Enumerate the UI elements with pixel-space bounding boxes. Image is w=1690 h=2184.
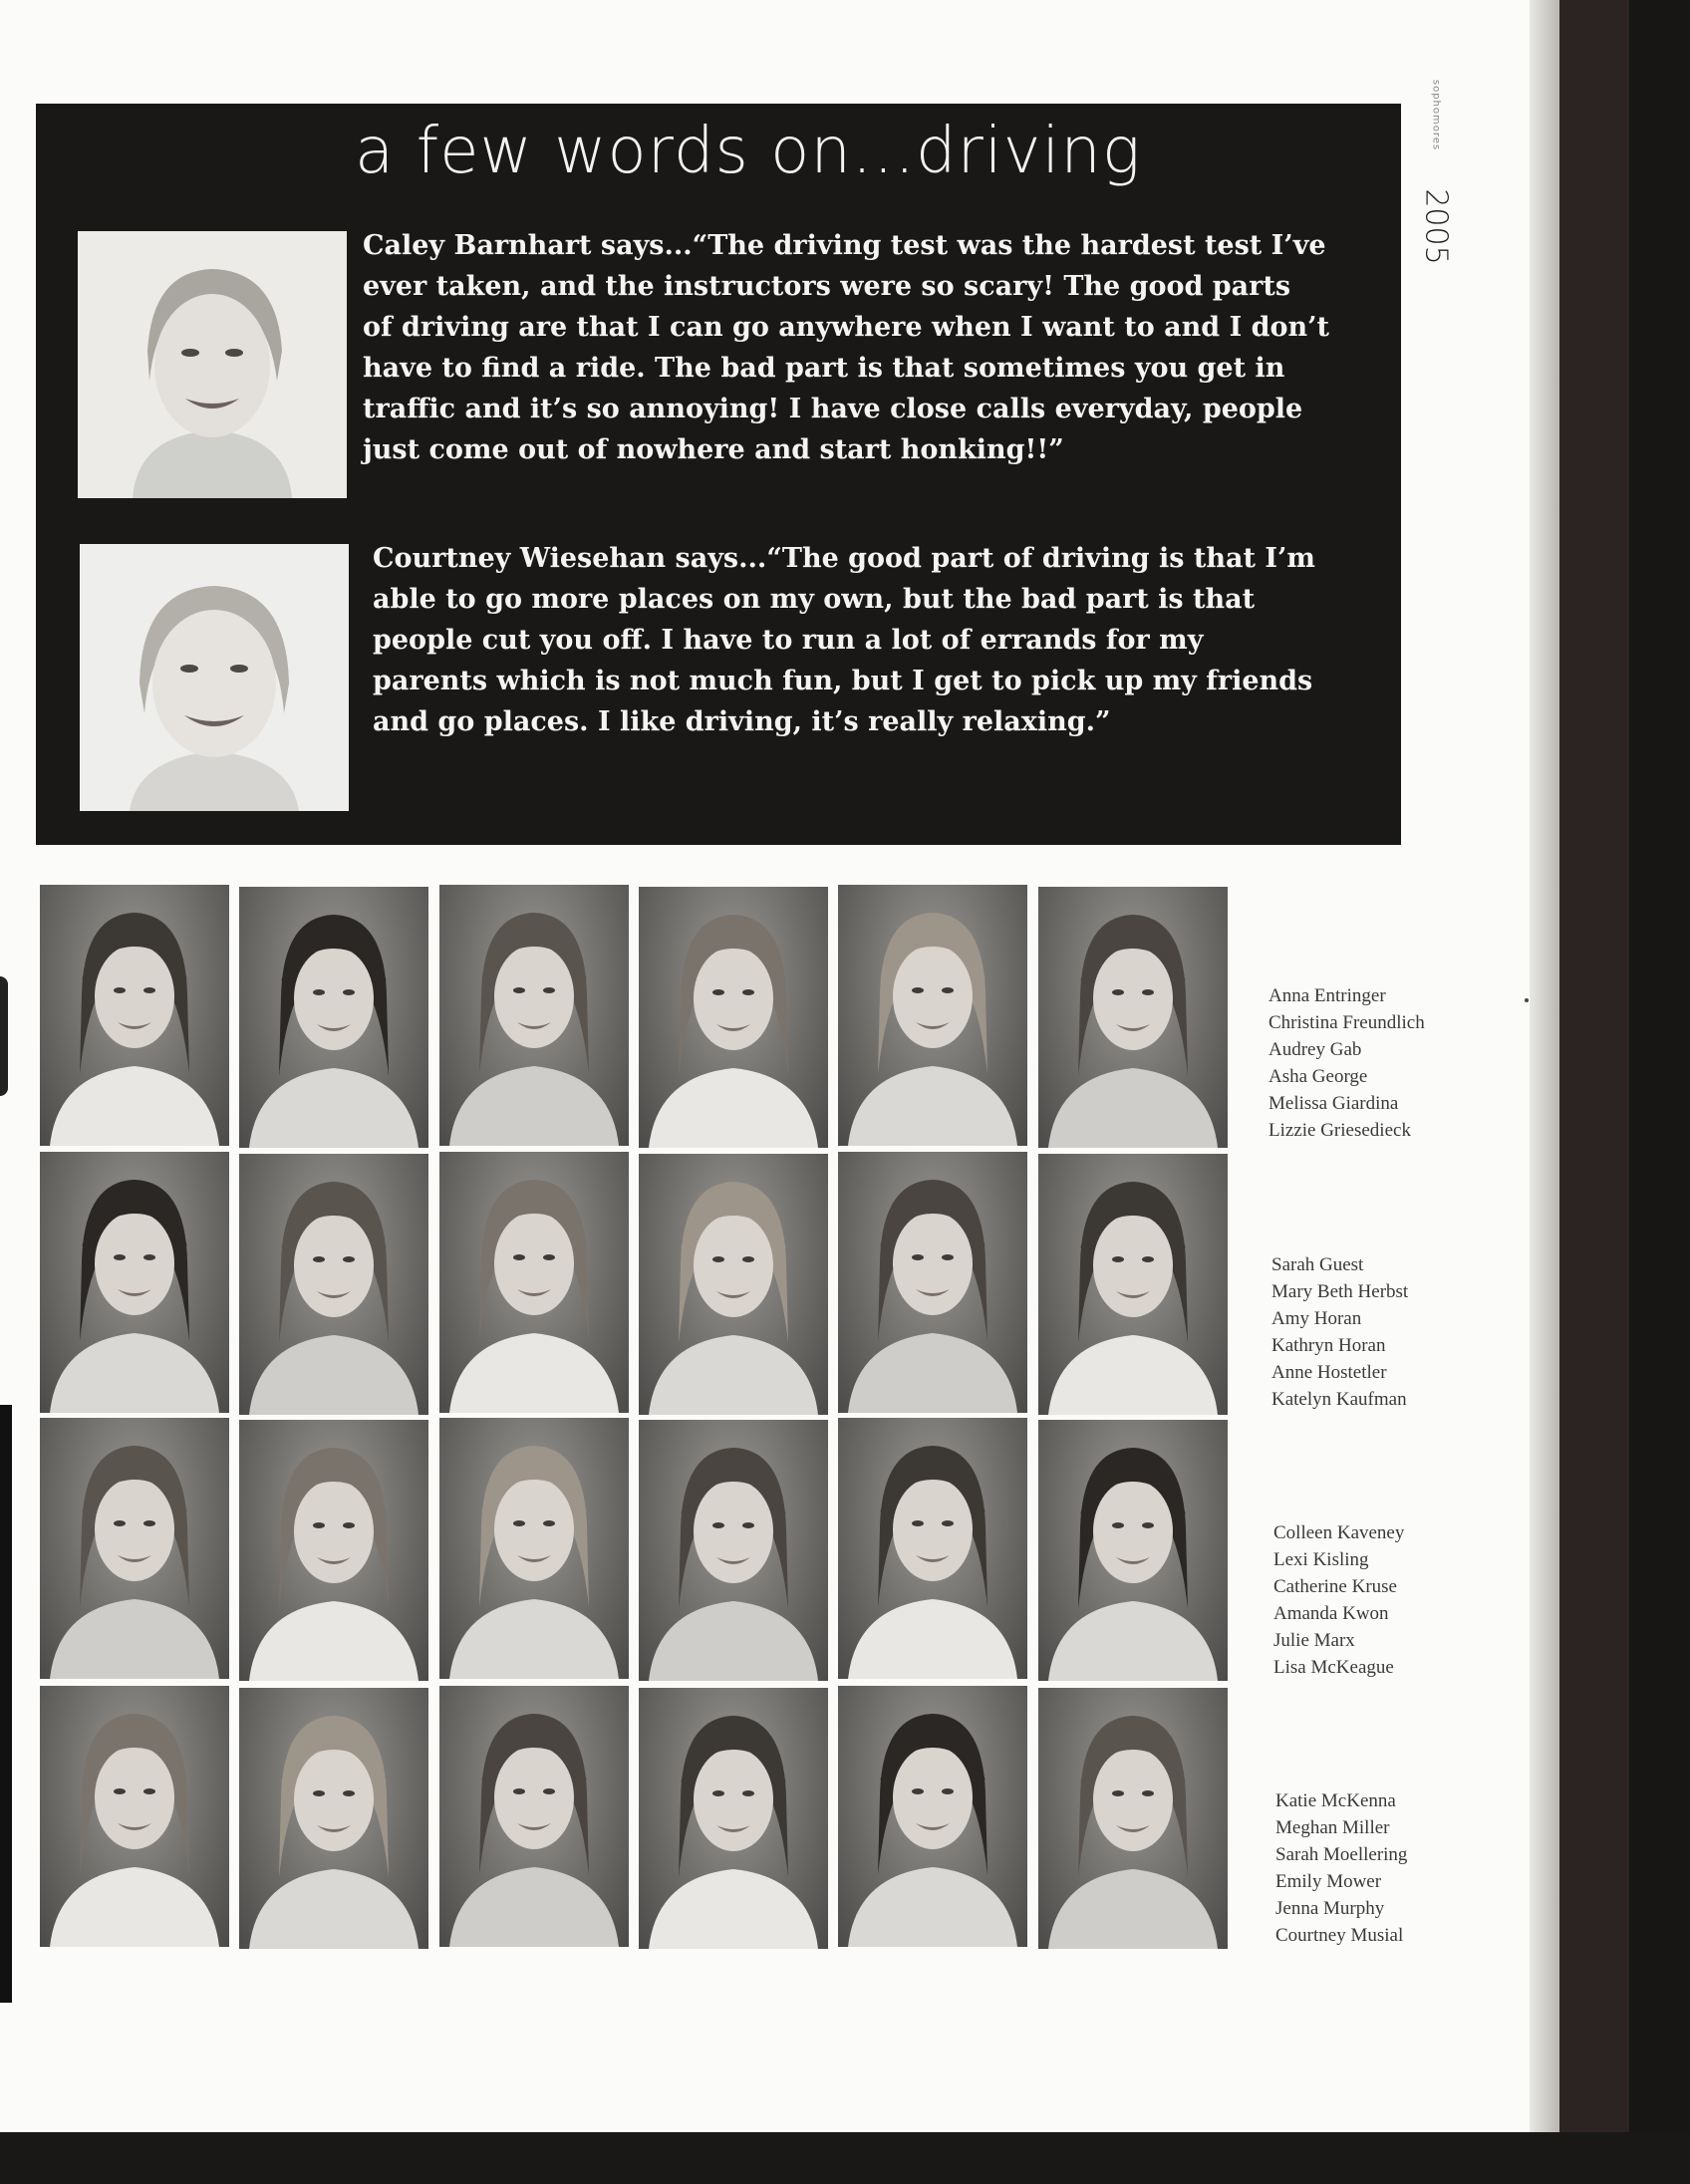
student-photo-image (838, 1418, 1027, 1679)
student-photo (639, 1420, 828, 1681)
name-list (1275, 1787, 1407, 1949)
student-photo (1038, 1688, 1228, 1949)
quote-line: people cut you off. I have to run a lot of errands for my (373, 625, 1204, 656)
panel-title: a few words on...driving (355, 115, 1142, 188)
student-name: Asha George (1268, 1066, 1368, 1087)
student-photo-grid (40, 885, 1236, 1961)
driving-quotes-panel (36, 104, 1401, 845)
student-name: Kathryn Horan (1271, 1335, 1386, 1356)
quote-courtney-wiesehan (373, 538, 1315, 742)
student-name: Mary Beth Herbst (1271, 1281, 1409, 1302)
student-photo-image (1038, 1154, 1228, 1415)
book-cover-edge (1559, 0, 1629, 2152)
student-photo (838, 1418, 1027, 1679)
student-name: Amanda Kwon (1273, 1603, 1389, 1624)
student-photo-image (239, 1420, 428, 1681)
portrait-image (80, 544, 349, 811)
student-name: Anne Hostetler (1271, 1362, 1387, 1383)
background-edge (1629, 0, 1690, 2184)
student-photo-image (639, 887, 828, 1148)
student-photo (1038, 1154, 1228, 1415)
quote-line: of driving are that I can go anywhere when I want to and I don’t (363, 312, 1330, 343)
student-photo (239, 1688, 428, 1949)
facing-page-mark (0, 976, 8, 1096)
student-photo-image (239, 1154, 428, 1415)
student-photo (439, 1686, 629, 1947)
student-name: Catherine Kruse (1273, 1576, 1397, 1597)
student-photo-image (40, 885, 229, 1146)
quote-line: just come out of nowhere and start honking!!” (363, 434, 1064, 465)
folio-section-label: sophomores (1431, 57, 1442, 174)
student-name: Sarah Guest (1271, 1254, 1364, 1275)
page-folio (1418, 79, 1454, 265)
quote-caley-barnhart (363, 225, 1329, 470)
student-photo-image (239, 1688, 428, 1949)
student-photo (639, 1688, 828, 1949)
student-photo-image (439, 885, 629, 1146)
portrait-image (78, 231, 347, 498)
student-photo (239, 887, 428, 1148)
quote-line: able to go more places on my own, but the bad part is that (373, 584, 1256, 615)
student-photo-image (439, 1686, 629, 1947)
student-name: Colleen Kaveney (1273, 1522, 1405, 1543)
student-photo (239, 1154, 428, 1415)
quote-line: Courtney Wiesehan says...“The good part of driving is that I’m (373, 543, 1315, 574)
student-name: Sarah Moellering (1275, 1844, 1408, 1865)
student-photo-image (239, 887, 428, 1148)
student-photo-image (439, 1418, 629, 1679)
portrait-photo (78, 231, 347, 498)
student-name: Christina Freundlich (1268, 1012, 1425, 1033)
student-photo (838, 885, 1027, 1146)
student-photo (639, 1154, 828, 1415)
student-photo-image (639, 1420, 828, 1681)
student-photo-image (639, 1688, 828, 1949)
student-photo-image (838, 1152, 1027, 1413)
student-photo-image (1038, 1688, 1228, 1949)
student-name: Lisa McKeague (1273, 1657, 1394, 1678)
student-name: Melissa Giardina (1268, 1093, 1399, 1114)
student-name: Emily Mower (1275, 1871, 1382, 1892)
student-photo-image (838, 885, 1027, 1146)
name-list (1268, 982, 1425, 1144)
student-photo (40, 885, 229, 1146)
student-photo (40, 1418, 229, 1679)
student-photo (439, 1418, 629, 1679)
name-list (1271, 1251, 1408, 1413)
student-name: Jenna Murphy (1275, 1898, 1385, 1919)
student-name: Julie Marx (1273, 1630, 1355, 1651)
student-name: Meghan Miller (1275, 1817, 1390, 1838)
student-photo (1038, 887, 1228, 1148)
quote-line: and go places. I like driving, it’s really relaxing.” (373, 706, 1111, 737)
student-name: Katelyn Kaufman (1271, 1389, 1407, 1410)
student-photo-image (1038, 887, 1228, 1148)
student-photo-image (40, 1152, 229, 1413)
student-photo (439, 885, 629, 1146)
facing-page-edge (0, 1405, 12, 2003)
quote-line: have to find a ride. The bad part is that sometimes you get in (363, 353, 1285, 384)
student-photo (239, 1420, 428, 1681)
quote-line: parents which is not much fun, but I get to pick up my friends (373, 666, 1313, 696)
bottom-scan-border (0, 2132, 1690, 2184)
student-name: Audrey Gab (1268, 1039, 1362, 1060)
stray-mark (1525, 998, 1529, 1002)
folio-page-number: 2005 (1419, 170, 1454, 284)
student-photo (639, 887, 828, 1148)
student-photo-image (40, 1418, 229, 1679)
student-photo (838, 1686, 1027, 1947)
student-photo-image (639, 1154, 828, 1415)
student-photo-image (1038, 1420, 1228, 1681)
student-photo (1038, 1420, 1228, 1681)
student-photo (40, 1152, 229, 1413)
quote-line: traffic and it’s so annoying! I have close calls everyday, people (363, 394, 1303, 424)
page-curl-shadow (1530, 0, 1559, 2132)
student-name: Lizzie Griesedieck (1268, 1120, 1411, 1141)
portrait-photo (80, 544, 349, 811)
student-photo-image (40, 1686, 229, 1947)
student-name: Courtney Musial (1275, 1925, 1404, 1946)
student-photo (40, 1686, 229, 1947)
student-photo-image (838, 1686, 1027, 1947)
student-name: Katie McKenna (1275, 1790, 1396, 1811)
student-name: Amy Horan (1271, 1308, 1362, 1329)
quote-line: Caley Barnhart says...“The driving test was the hardest test I’ve (363, 230, 1326, 261)
student-name: Lexi Kisling (1273, 1549, 1369, 1570)
student-photo (838, 1152, 1027, 1413)
student-photo-image (439, 1152, 629, 1413)
student-name: Anna Entringer (1268, 985, 1386, 1006)
quote-line: ever taken, and the instructors were so scary! The good parts (363, 271, 1291, 302)
name-list (1273, 1519, 1404, 1681)
student-photo (439, 1152, 629, 1413)
